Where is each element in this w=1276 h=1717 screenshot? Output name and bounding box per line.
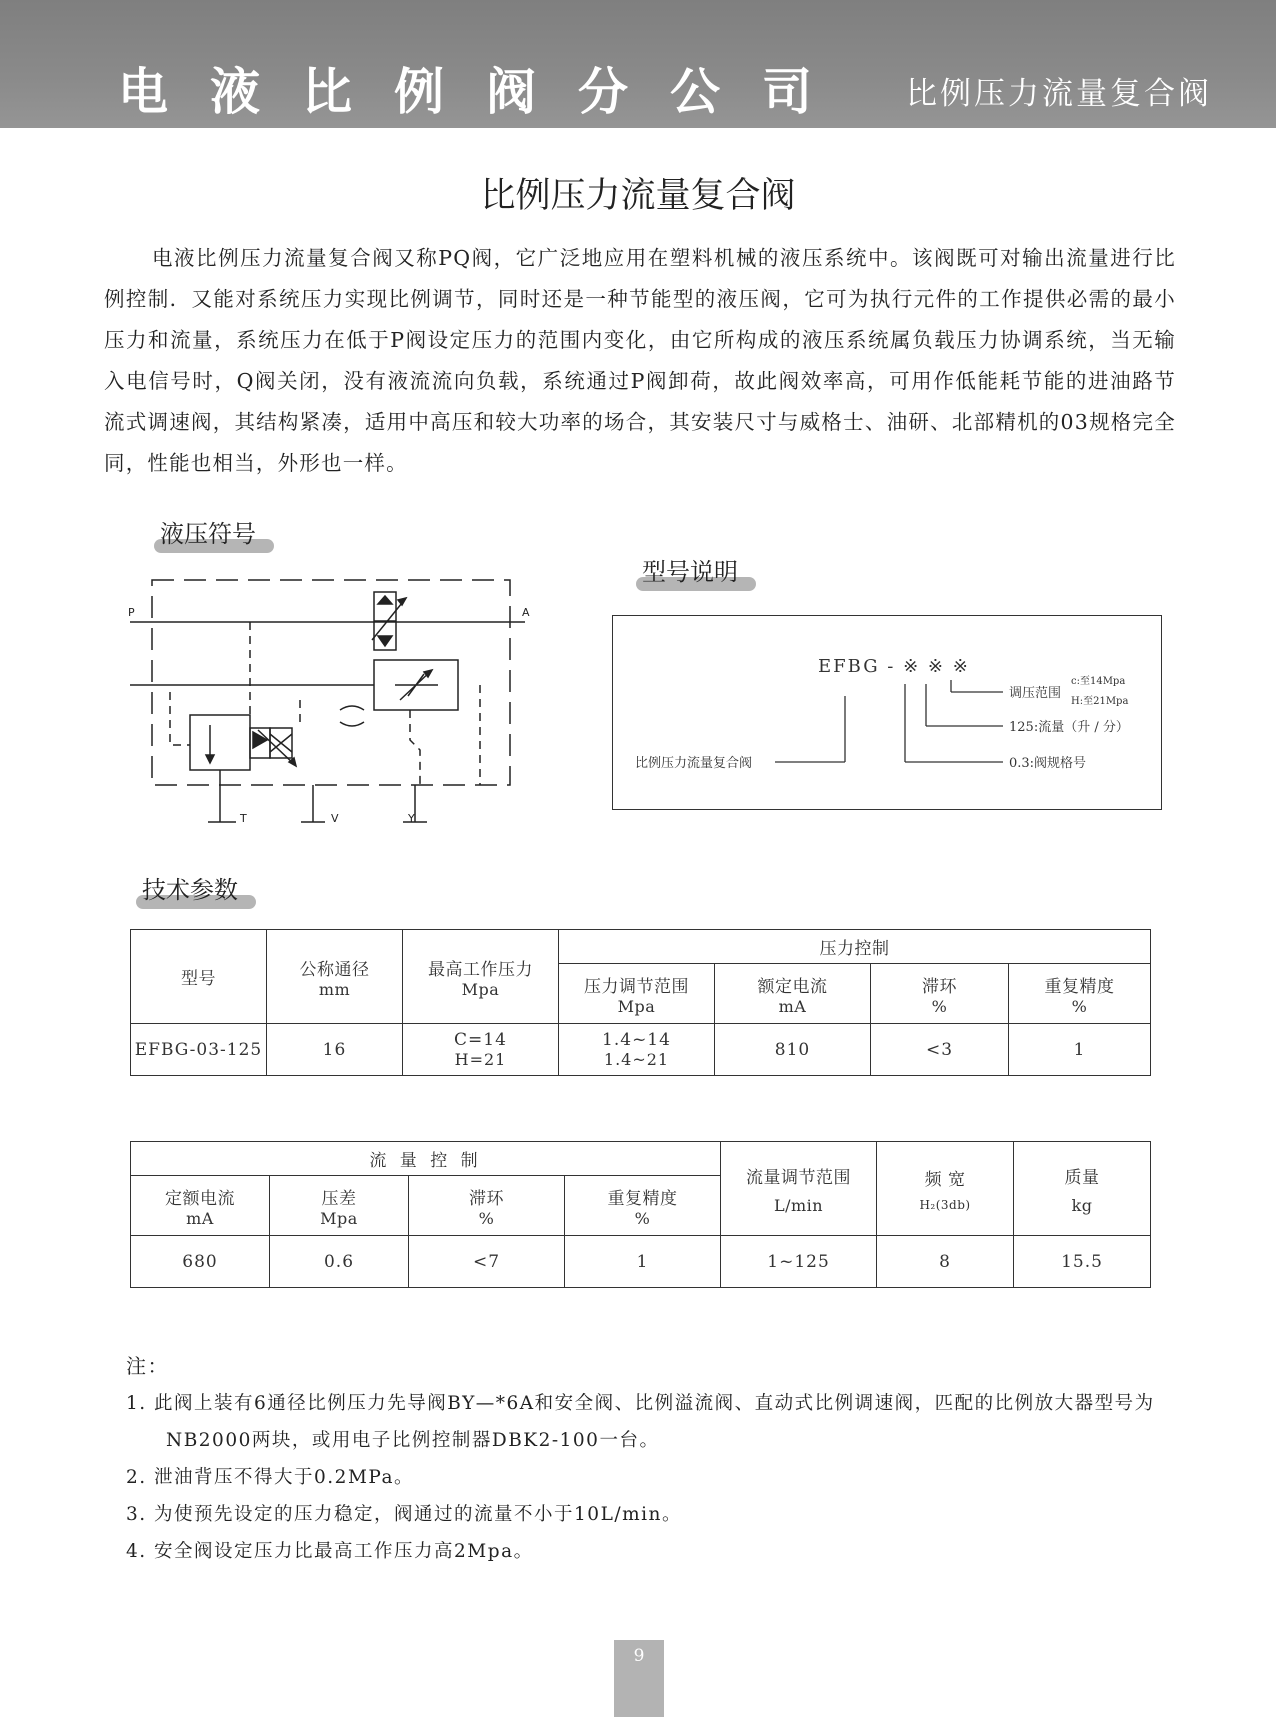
col-hysteresis: 滞环 %: [871, 964, 1009, 1024]
cell-model: EFBG-03-125: [131, 1024, 267, 1076]
pressure-spec-table: [130, 929, 1151, 1076]
hydraulic-symbol-diagram: [120, 560, 530, 830]
valve-name-label: 比例压力流量复合阀: [635, 756, 753, 771]
section-heading-params: 技术参数: [142, 870, 238, 905]
cell-current: 680: [131, 1236, 270, 1288]
note-item: 4. 安全阀设定压力比最高工作压力高2Mpa。: [126, 1541, 534, 1562]
notes: [126, 1350, 1186, 1570]
port-p-label: P: [128, 606, 135, 619]
note-item: 1. 此阀上装有6通径比例压力先导阀BY—*6A和安全阀、比例溢流阀、直动式比例调速阀，匹配的比例放大器型号为 NB2000两块，或用电子比例控制器DBK2-100一台。: [126, 1393, 1155, 1451]
cell-hysteresis: <3: [871, 1024, 1009, 1076]
cell-flow-range: 1~125: [721, 1236, 877, 1288]
table-row: [131, 1024, 1151, 1076]
col-rated-current: 额定电流 mA: [715, 964, 871, 1024]
col-flow-range: 流量调节范围 L/min: [721, 1142, 877, 1236]
header-bar: [0, 0, 1276, 128]
table-row: [131, 1236, 1151, 1288]
note-item: 2. 泄油背压不得大于0.2MPa。: [126, 1467, 415, 1488]
col-model: 型号: [131, 930, 267, 1024]
col-pressure-range: 压力调节范围 Mpa: [559, 964, 715, 1024]
col-pressure-diff: 压差 Mpa: [270, 1176, 409, 1236]
cell-diameter: 16: [267, 1024, 403, 1076]
flow-label: 125:流量（升 / 分）: [1009, 720, 1129, 735]
company-name: 电液比例阀分公司: [118, 63, 854, 121]
port-v-label: V: [331, 812, 339, 825]
model-code: EFBG - ※ ※ ※: [818, 656, 970, 677]
cell-current: 810: [715, 1024, 871, 1076]
col-bandwidth: 频 宽 H₂(3db): [877, 1142, 1014, 1236]
header-product-name: 比例压力流量复合阀: [906, 76, 1212, 112]
notes-title: 注：: [126, 1354, 169, 1378]
cell-max-pressure: C=14 H=21: [403, 1024, 559, 1076]
col-repeat: 重复精度 %: [565, 1176, 721, 1236]
port-t-label: T: [240, 812, 247, 825]
col-diameter: 公称通径 mm: [267, 930, 403, 1024]
col-repeat: 重复精度 %: [1009, 964, 1151, 1024]
cell-pressure-range: 1.4~14 1.4~21: [559, 1024, 715, 1076]
flow-spec-table: [130, 1141, 1151, 1288]
page-number: 9: [614, 1640, 664, 1717]
section-heading-model: 型号说明: [642, 552, 738, 587]
port-y-label: Y: [408, 812, 415, 825]
col-pressure-control: 压力控制: [559, 930, 1151, 964]
cell-hysteresis: <7: [409, 1236, 565, 1288]
note-item: 3. 为使预先设定的压力稳定，阀通过的流量不小于10L/min。: [126, 1504, 682, 1525]
port-a-label: A: [522, 606, 530, 619]
col-max-pressure: 最高工作压力 Mpa: [403, 930, 559, 1024]
col-hysteresis: 滞环 %: [409, 1176, 565, 1236]
pressure-range-label: 调压范围: [1009, 686, 1062, 701]
col-flow-control: 流 量 控 制: [131, 1142, 721, 1176]
col-rated-current: 定额电流 mA: [131, 1176, 270, 1236]
pressure-range-h: H:至21Mpa: [1071, 696, 1129, 707]
page-title: 比例压力流量复合阀: [480, 176, 796, 216]
model-code-box: [612, 615, 1162, 810]
section-heading-symbol: 液压符号: [160, 514, 256, 549]
pressure-range-c: c:至14Mpa: [1071, 676, 1126, 687]
model-code-diagram: [613, 616, 1160, 808]
cell-bandwidth: 8: [877, 1236, 1014, 1288]
cell-repeat: 1: [565, 1236, 721, 1288]
intro-paragraph: 电液比例压力流量复合阀又称PQ阀，它广泛地应用在塑料机械的液压系统中。该阀既可对输出流量进行比例控制．又能对系统压力实现比例调节，同时还是一种节能型的液压阀，它可为执行元件的工作提供必需的最小压力和流量，系统压力在低于P阀设定压力的范围内变化，由它所构成的液压系统属负载压力协调系统，当无输入电信号时，Q阀关闭，没有液流流向负载，系统通过P阀卸荷，故此阀效率高，可用作低能耗节能的进油路节流式调速阀，其结构紧凑，适用中高压和较大功率的场合，其安装尺寸与威格士、油研、北部精机的03规格完全同，性能也相当，外形也一样。: [104, 246, 1176, 475]
col-mass: 质量 kg: [1014, 1142, 1151, 1236]
cell-mass: 15.5: [1014, 1236, 1151, 1288]
spec-size-label: 0.3:阀规格号: [1009, 756, 1087, 771]
cell-repeat: 1: [1009, 1024, 1151, 1076]
cell-pressure-diff: 0.6: [270, 1236, 409, 1288]
